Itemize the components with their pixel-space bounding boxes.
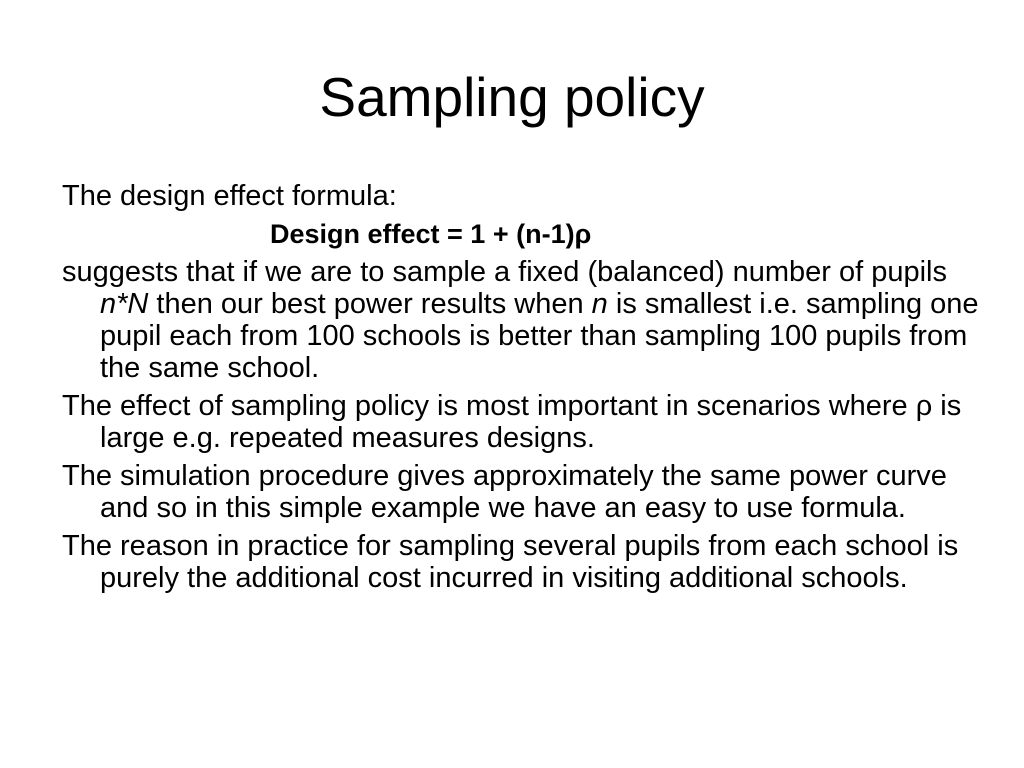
design-effect-formula: Design effect = 1 + (n-1)ρ [270,219,592,249]
paragraph-sample-size [62,256,982,384]
intro-line: The design effect formula: [62,180,397,212]
slide-body [62,180,982,600]
text-segment: then our best power results when [148,288,592,320]
text-segment: is smallest i.e. sampling one pupil each from 100 schools is better than sampling 100 pupils from the same school. [100,288,979,384]
paragraph-reason: The reason in practice for sampling several pupils from each school is purely the additional cost incurred in visiting additional schools. [62,530,959,594]
italic-n: n [591,288,608,320]
paragraph-effect: The effect of sampling policy is most important in scenarios where ρ is large e.g. repeated measures designs. [62,390,962,454]
text-segment: suggests that if we are to sample a fixed (balanced) number of pupils [62,256,947,288]
slide-title: Sampling policy [319,66,705,128]
italic-nN: n*N [100,288,149,320]
paragraph-simulation: The simulation procedure gives approximately the same power curve and so in this simple example we have an easy to use formula. [62,460,947,524]
